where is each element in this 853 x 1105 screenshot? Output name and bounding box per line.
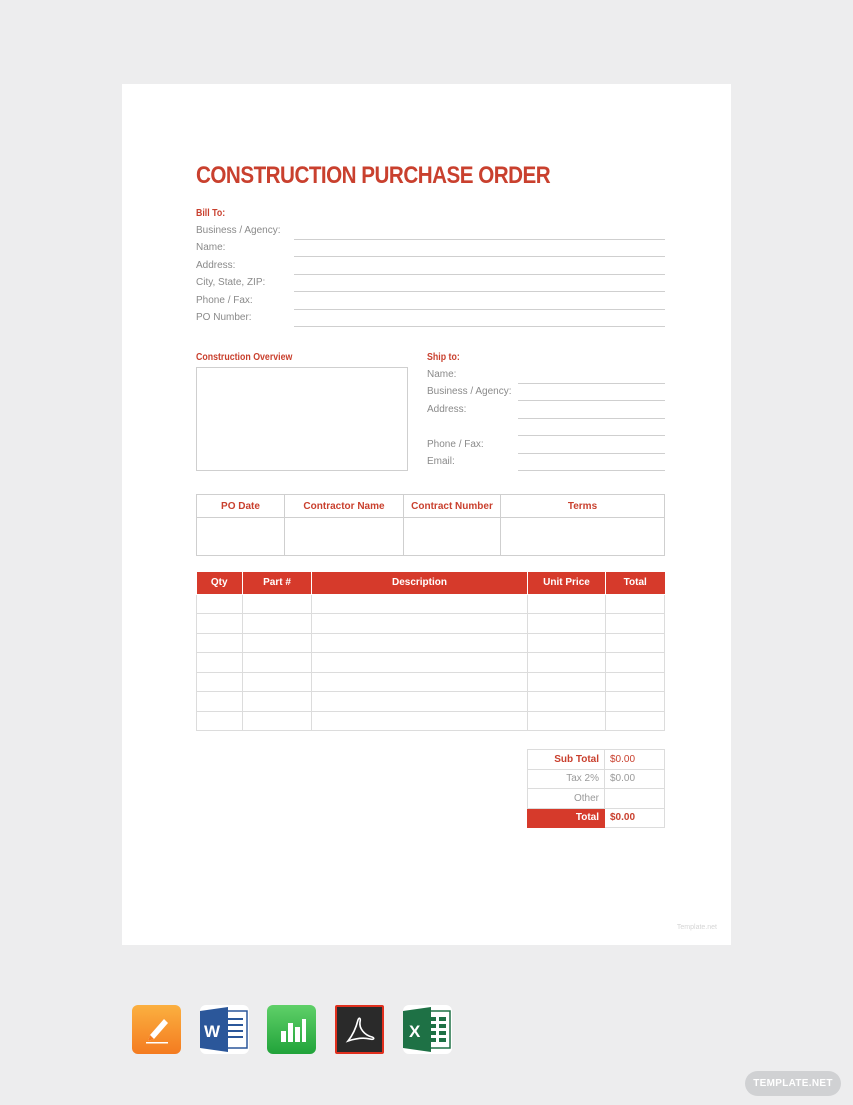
unit-price-cell[interactable] [528, 614, 606, 634]
ship-to-heading: Ship to: [427, 352, 460, 363]
svg-text:W: W [204, 1022, 221, 1041]
pages-icon[interactable] [132, 1005, 181, 1054]
items-table [196, 572, 665, 731]
part-cell[interactable] [243, 672, 312, 692]
tax-row [528, 769, 665, 789]
bill-to-city-label: City, State, ZIP: [196, 277, 266, 288]
acrobat-icon[interactable] [335, 1005, 384, 1054]
qty-cell[interactable] [197, 653, 243, 673]
po-date-header: PO Date [197, 495, 285, 518]
ship-to-business-line[interactable] [518, 400, 665, 401]
unit-price-cell[interactable] [528, 672, 606, 692]
description-cell[interactable] [312, 633, 528, 653]
terms-cell[interactable] [501, 518, 665, 556]
excel-icon[interactable] [403, 1005, 452, 1054]
part-cell[interactable] [243, 711, 312, 731]
total-cell[interactable] [606, 633, 665, 653]
bill-to-heading: Bill To: [196, 208, 226, 219]
qty-cell[interactable] [197, 672, 243, 692]
po-info-row [197, 518, 665, 556]
qty-cell[interactable] [197, 594, 243, 614]
contract-number-header: Contract Number [404, 495, 501, 518]
bill-to-city-line[interactable] [294, 291, 665, 292]
ship-to-address-line-2[interactable] [518, 435, 665, 436]
other-value[interactable] [605, 789, 665, 809]
total-header: Total [606, 572, 665, 594]
bill-to-business-line[interactable] [294, 239, 665, 240]
qty-cell[interactable] [197, 692, 243, 712]
other-row [528, 789, 665, 809]
bill-to-name-line[interactable] [294, 256, 665, 257]
terms-header: Terms [501, 495, 665, 518]
table-row [197, 672, 665, 692]
ship-to-name-label: Name: [427, 369, 457, 380]
total-cell[interactable] [606, 672, 665, 692]
description-cell[interactable] [312, 594, 528, 614]
contract-number-cell[interactable] [404, 518, 501, 556]
description-header: Description [312, 572, 528, 594]
word-icon[interactable] [200, 1005, 249, 1054]
watermark: Template.net [676, 924, 717, 931]
table-row [197, 653, 665, 673]
tax-label: Tax 2% [528, 769, 605, 789]
total-cell[interactable] [606, 692, 665, 712]
document-title: CONSTRUCTION PURCHASE ORDER [196, 162, 551, 189]
part-cell[interactable] [243, 614, 312, 634]
document-page [122, 84, 731, 945]
totals-table [527, 749, 665, 828]
total-cell[interactable] [606, 711, 665, 731]
bill-to-name-label: Name: [196, 242, 226, 253]
overview-heading: Construction Overview [196, 352, 293, 363]
ship-to-address-label: Address: [427, 404, 467, 415]
unit-price-cell[interactable] [528, 653, 606, 673]
sub-total-value: $0.00 [605, 750, 665, 770]
part-cell[interactable] [243, 692, 312, 712]
bill-to-phone-label: Phone / Fax: [196, 295, 253, 306]
total-label: Total [528, 808, 605, 828]
ship-to-name-line[interactable] [518, 383, 665, 384]
po-date-cell[interactable] [197, 518, 285, 556]
po-info-table [196, 494, 665, 556]
template-net-badge[interactable]: TEMPLATE.NET [745, 1071, 841, 1096]
po-info-header-row [197, 495, 665, 518]
unit-price-header: Unit Price [528, 572, 606, 594]
part-cell[interactable] [243, 633, 312, 653]
qty-cell[interactable] [197, 711, 243, 731]
description-cell[interactable] [312, 711, 528, 731]
items-header-row [197, 572, 665, 594]
table-row [197, 614, 665, 634]
bill-to-po-line[interactable] [294, 326, 665, 327]
ship-to-email-line[interactable] [518, 470, 665, 471]
ship-to-email-label: Email: [427, 456, 455, 467]
table-row [197, 692, 665, 712]
sub-total-label: Sub Total [528, 750, 605, 770]
grand-total-row [528, 808, 665, 828]
total-cell[interactable] [606, 614, 665, 634]
bill-to-address-label: Address: [196, 260, 236, 271]
description-cell[interactable] [312, 653, 528, 673]
table-row [197, 594, 665, 614]
tax-value: $0.00 [605, 769, 665, 789]
qty-cell[interactable] [197, 614, 243, 634]
other-label: Other [528, 789, 605, 809]
part-cell[interactable] [243, 594, 312, 614]
ship-to-business-label: Business / Agency: [427, 386, 512, 397]
unit-price-cell[interactable] [528, 711, 606, 731]
unit-price-cell[interactable] [528, 594, 606, 614]
ship-to-address-line-1[interactable] [518, 418, 665, 419]
total-cell[interactable] [606, 594, 665, 614]
description-cell[interactable] [312, 672, 528, 692]
description-cell[interactable] [312, 614, 528, 634]
bill-to-address-line[interactable] [294, 274, 665, 275]
contractor-name-cell[interactable] [285, 518, 404, 556]
ship-to-phone-label: Phone / Fax: [427, 439, 484, 450]
unit-price-cell[interactable] [528, 692, 606, 712]
total-value: $0.00 [605, 808, 665, 828]
table-row [197, 633, 665, 653]
bill-to-business-label: Business / Agency: [196, 225, 281, 236]
bill-to-phone-line[interactable] [294, 309, 665, 310]
svg-text:X: X [409, 1022, 421, 1041]
total-cell[interactable] [606, 653, 665, 673]
ship-to-phone-line[interactable] [518, 453, 665, 454]
contractor-name-header: Contractor Name [285, 495, 404, 518]
overview-textbox[interactable] [196, 367, 408, 471]
part-cell[interactable] [243, 653, 312, 673]
qty-cell[interactable] [197, 633, 243, 653]
qty-header: Qty [197, 572, 243, 594]
part-header: Part # [243, 572, 312, 594]
bill-to-po-label: PO Number: [196, 312, 252, 323]
description-cell[interactable] [312, 692, 528, 712]
table-row [197, 711, 665, 731]
unit-price-cell[interactable] [528, 633, 606, 653]
numbers-icon[interactable] [267, 1005, 316, 1054]
sub-total-row [528, 750, 665, 770]
